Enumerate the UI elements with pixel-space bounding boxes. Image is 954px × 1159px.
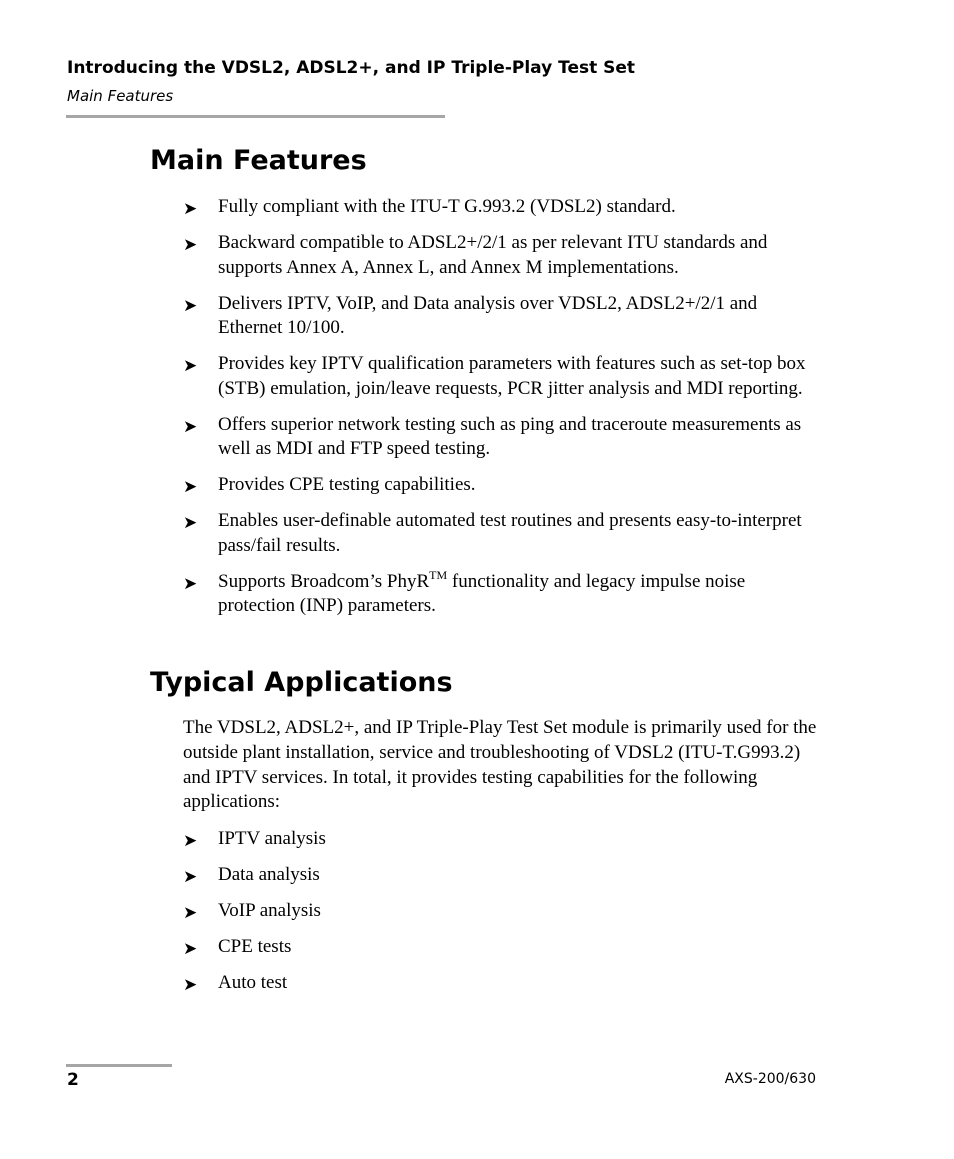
arrowhead-bullet-icon: ➤	[183, 573, 198, 594]
running-header-section: Main Features	[67, 87, 174, 105]
list-item	[183, 935, 823, 960]
list-item-text: Backward compatible to ADSL2+/2/1 as per relevant ITU standards and supports Annex A, Annex L, and Annex M implementations.	[218, 232, 768, 278]
typical-applications-heading: Typical Applications	[150, 667, 453, 698]
list-item-text: IPTV analysis	[218, 828, 326, 849]
list-item	[183, 509, 823, 558]
list-item	[183, 195, 823, 220]
list-item	[183, 413, 823, 462]
list-item-text: Enables user-definable automated test routines and presents easy-to-interpret pass/fail results.	[218, 510, 802, 556]
arrowhead-bullet-icon: ➤	[183, 199, 198, 219]
running-header-title: Introducing the VDSL2, ADSL2+, and IP Triple-Play Test Set	[67, 58, 636, 78]
arrowhead-bullet-icon: ➤	[183, 356, 198, 376]
list-item-text: Auto test	[218, 972, 288, 993]
main-features-list	[183, 195, 823, 630]
list-item	[183, 899, 823, 924]
list-item-text: Data analysis	[218, 864, 320, 885]
list-item-text: Delivers IPTV, VoIP, and Data analysis over VDSL2, ADSL2+/2/1 and Ethernet 10/100.	[218, 292, 758, 338]
main-features-heading: Main Features	[150, 145, 367, 176]
trademark-superscript: TM	[429, 567, 448, 582]
phyr-text-before: Supports Broadcom’s PhyR	[218, 570, 430, 592]
arrowhead-bullet-icon: ➤	[183, 903, 198, 923]
list-item	[183, 292, 823, 341]
typical-applications-intro: The VDSL2, ADSL2+, and IP Triple-Play Test Set module is primarily used for the outside plant installation, service and troubleshooting of VDSL2 (ITU-T.G993.2) and IPTV services. In total, it provides testing capabilities for the following applications:	[183, 717, 817, 813]
list-item	[183, 352, 823, 401]
arrowhead-bullet-icon: ➤	[183, 416, 198, 437]
arrowhead-bullet-icon: ➤	[183, 235, 198, 255]
list-item-text: Fully compliant with the ITU-T G.993.2 (VDSL2) standard.	[218, 196, 676, 217]
arrowhead-bullet-icon: ➤	[183, 939, 198, 959]
arrowhead-bullet-icon: ➤	[183, 295, 198, 316]
arrowhead-bullet-icon: ➤	[183, 477, 198, 497]
list-item	[183, 863, 823, 888]
list-item	[183, 971, 823, 996]
list-item-text: VoIP analysis	[218, 900, 321, 921]
product-name: AXS-200/630	[724, 1071, 816, 1087]
list-item-text: CPE tests	[218, 936, 292, 957]
page-number: 2	[67, 1070, 79, 1090]
list-item	[183, 473, 823, 498]
list-item	[183, 827, 823, 852]
arrowhead-bullet-icon: ➤	[183, 831, 198, 851]
phyr-text-after: functionality and legacy impulse noise protection (INP) parameters.	[218, 570, 746, 616]
applications-list	[183, 827, 823, 1007]
arrowhead-bullet-icon: ➤	[183, 867, 198, 887]
list-item-text: Provides key IPTV qualification parameters with features such as set-top box (STB) emulation, join/leave requests, PCR jitter analysis and MDI reporting.	[218, 353, 806, 399]
list-item-text: Provides CPE testing capabilities.	[218, 474, 476, 495]
arrowhead-bullet-icon: ➤	[183, 513, 198, 533]
header-rule	[66, 115, 445, 118]
list-item	[183, 231, 823, 280]
arrowhead-bullet-icon: ➤	[183, 975, 198, 995]
list-item-text: Offers superior network testing such as ping and traceroute measurements as well as MDI and FTP speed testing.	[218, 413, 802, 459]
list-item	[183, 567, 823, 619]
footer-rule	[66, 1064, 172, 1067]
